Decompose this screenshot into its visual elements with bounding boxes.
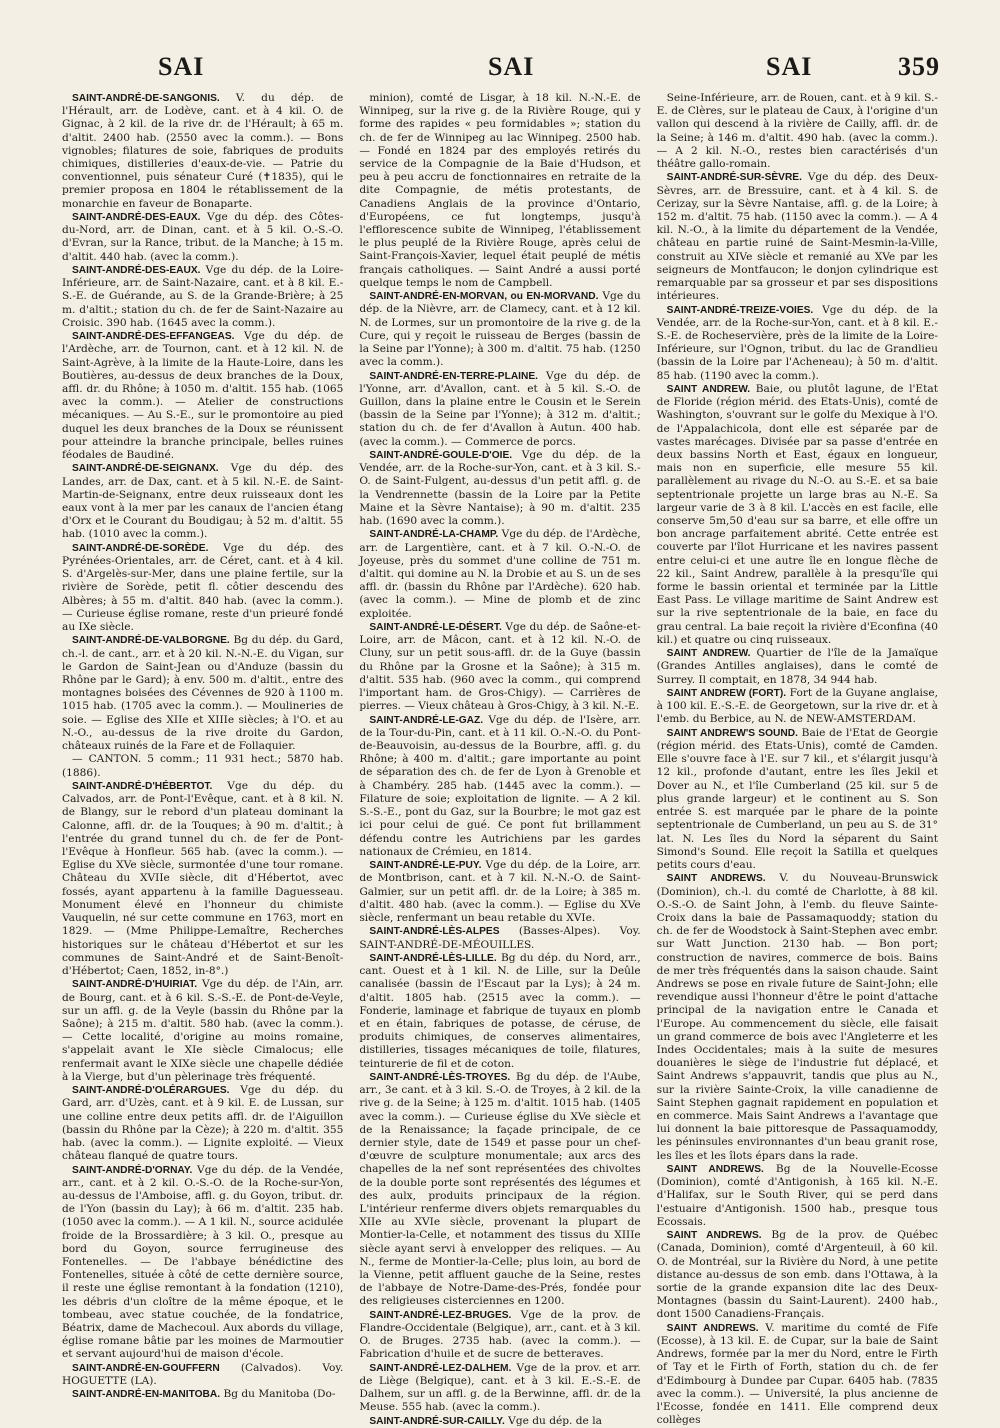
entry-text: Fort de la Guyane anglaise, à 100 kil. E.-S.-E. de Georgetown, sur la rive dr. et à l'emb. du Berbice, au N. de NEW-AMSTERDAM. <box>656 687 938 726</box>
entry-text: Bg du dép. du Nord, arr., cant. Ouest et à 1 kil. N. de Lille, sur la Deûle canalisée (bassin de l'Escaut par la Lys); à 24 m. d'altit. 1805 hab. (2515 avec la comm.). — Fonderie, laminage et fabrique de tuyaux en plomb et en étain, fabriques de potasse, de céruse, de produits chimiques, de conserves alimentaires, distilleries, tissages mécaniques de toile, filatures, teinturerie de fil et de coton. <box>359 951 641 1070</box>
dictionary-entry <box>657 1229 938 1321</box>
entry-text: Vge du dép. de l'Yonne, arr. d'Avallon, cant. et à 5 kil. S.-O. de Guillon, dans la plaine entre le Cousin et le Serein (bassin de la Seine par l'Yonne); à 312 m. d'altit.; station du ch. de fer d'Avallon à Autun. 400 hab. (avec la comm.). — Commerce de porcs. <box>359 369 641 448</box>
entry-headword: SAINT-ANDRÉ-EN-MORVAN, ou EN-MORVAND. <box>369 291 599 303</box>
entry-text: V. du dép. de l'Hérault, arr. de Lodève, cant. et à 4 kil. O. de Gignac, à 2 kil. de la rive dr. de l'Hérault; à 65 m. d'altit. 2400 hab. (2550 avec la comm.). — Bons vignobles; filatures de soie, fabriques de produits chimiques, distilleries d'eaux-de-vie. — Patrie du conventionnel, puis sénateur Curé (✝1835), qui le premier proposa en 1804 le rétablissement de la monarchie en faveur de Bonaparte. <box>62 92 344 210</box>
entry-headword: SAINT-ANDRÉ-DE-VALBORGNE. <box>72 635 230 647</box>
entry-headword: SAINT-ANDRÉ-LE-PUY. <box>369 860 482 872</box>
entry-text: Vge du dép. de l'Ardèche, arr. de Largentière, cant. et à 7 kil. O.-N.-O. de Joyeuse, près du sommet d'une colline de 751 m. d'altit. qui domine au N. la Drobie et au S. un de ses affl. dr. (bassin du Rhône par l'Ardèche). 620 hab. (avec la comm.). — Mine de plomb et de zinc exploitée. <box>359 528 641 620</box>
dictionary-entry <box>62 462 343 541</box>
entry-text: Vge du dép. de la Vendée, arr. de la Roche-sur-Yon, cant. et à 8 kil. E.-S.-E. de Rocheservière, près de la limite de la Loire-Inférieure, sur l'Ognon, tribut. du lac de Grandlieu (bassin de la Loire par l'Acheneau); à 50 m. d'altit. 85 hab. (1190 avec la comm.). <box>656 303 938 382</box>
text-columns <box>62 92 938 1427</box>
entry-headword: SAINT-ANDRÉ-LÈS-TROYES. <box>369 1071 511 1083</box>
entry-headword: SAINT-ANDRÉ-EN-GOUFFERN <box>72 1362 220 1374</box>
entry-headword: SAINT-ANDRÉ-LÈS-ALPES <box>369 926 500 938</box>
dictionary-entry <box>62 1164 343 1362</box>
entry-headword: SAINT ANDREWS. <box>666 1163 764 1175</box>
dictionary-entry <box>657 1322 938 1428</box>
entry-headword: SAINT-ANDRÉ-TREIZE-VOIES. <box>666 304 814 316</box>
entry-headword: SAINT ANDREW. <box>666 384 751 396</box>
dictionary-entry <box>657 1163 938 1229</box>
entry-text: Vge du dép. de la Vendée, arr. de la Roche-sur-Yon, cant. et à 3 kil. S.-O. de Saint-Fulgent, au-dessus d'un petit affl. g. de la Vendrennette (bassin de la Loire par la Petite Maine et la Sèvre Nantaise); à 90 m. d'altit. 235 hab. (1690 avec la comm.). <box>359 449 641 528</box>
entry-text: Vge du dép. de l'Isère, arr. de la Tour-du-Pin, cant. et à 11 kil. O.-N.-O. du Pont-de-Beauvoisin, au-dessus de la Bourbre, affl. g. du Rhône; à 400 m. d'altit.; gare importante au point de séparation des ch. de fer de Lyon à Grenoble et à Chambéry. 285 hab. (1445 avec la comm.). — Filature de soie; exploitation de lignite. — A 2 kil. S.-S.-E., pont du Gaz, sur la Bourbre; le mot gaz est ici pour celui de gué. Ce pont fut brillamment défendu contre les Autrichiens par les gardes nationaux de Crémieu, en 1814. <box>359 713 641 858</box>
dictionary-entry <box>657 872 938 1162</box>
entry-text: (Basses-Alpes). Voy. SAINT-ANDRÉ-DE-MÉOUILLES. <box>359 925 641 951</box>
dictionary-entry <box>359 92 640 290</box>
entry-text: Vge du dép. du Gard, arr. d'Uzès, cant. et à 9 kil. E. de Lussan, sur une colline entre deux petits affl. dr. de l'Aiguillon (bassin du Rhône par la Cèze); à 220 m. d'altit. 355 hab. (avec la comm.). — Lignite exploité. — Vieux château flanqué de quatre tours. <box>62 1084 344 1163</box>
entry-text: Bg de la prov. de Québec (Canada, Dominion), comté d'Argenteuil, à 60 kil. O. de Montréal, sur la Rivière du Nord, à une petite distance au-dessus de son emb. dans l'Ottawa, à la sortie de la grande expansion dite lac des Deux-Montagnes (bassin du Saint-Laurent). 2400 hab., dont 1500 Canadiens-Français. <box>656 1229 938 1321</box>
entry-headword: SAINT-ANDRÉ-D'OLÉRARGUES. <box>72 1085 230 1097</box>
entry-text: Baie, ou plutôt lagune, de l'Etat de Floride (région mérid. des Etats-Unis), comté de Washington, s'ouvrant sur le golfe du Mexique à l'O. de l'Appalachicola, dont elle est séparée par de vastes marécages. Divisée par sa passe d'entrée en deux bassins North et East, égaux en longueur, mais non en superficie, elle mesure 55 kil. parallèlement au rivage du N.-O. au S.-E. et sa baie septentrionale projette un large bras au N.-E. Sa largeur varie de 3 à 8 kil. L'accès en est facile, elle conserve 5m,50 d'eau sur sa barre, et elle offre un bon ancrage parfaitement abrité. Cette entrée est couverte par l'îlot Hurricane et les navires passent entre celui-ci et une autre île en longue flèche de 22 kil., Saint Andrew, parallèle à la presqu'île qui forme le bassin oriental et terminée par la Little East Pass. Le village maritime de Saint Andrew est sur la rive septentrionale de la baie, en face du grau central. La baie reçoit la rivière d'Econfina (40 kil.) et quatre ou cinq ruisseaux. <box>656 383 938 646</box>
dictionary-entry <box>62 978 343 1084</box>
header-center-word: SAI <box>488 52 535 81</box>
entry-headword: SAINT-ANDRÉ-LÈS-LILLE. <box>369 952 497 964</box>
dictionary-entry <box>62 211 343 264</box>
dictionary-entry <box>359 1415 640 1428</box>
dictionary-entry <box>62 264 343 330</box>
entry-text: Vge du dép. de la Vendée, arr., cant. et à 2 kil. O.-S.-O. de la Roche-sur-Yon, au-dessus de l'Amboise, affl. g. du Goyon, tribut. dr. de l'Yon (bassin du Lay); à 66 m. d'altit. 235 hab. (1050 avec la comm.). — A 1 kil. N., source acidulée froide de la Brossardière; à 3 kil. O., presque au bord du Goyon, source ferrugineuse des Fontenelles. — De l'abbaye bénédictine des Fontenelles, située à côté de cette dernière source, il reste une église remontant à la fondation (1210), les débris d'un cloître de la même époque, et le tombeau, avec statue couchée, de la fondatrice, Béatrix, dame de Machecoul. Aux abords du village, église romane bâtie par les moines de Marmoutier et servant aujourd'hui de maison d'école. <box>62 1163 344 1361</box>
dictionary-entry <box>657 383 938 647</box>
entry-text: Vge du dép. des Pyrénées-Orientales, arr. de Céret, cant. et à 4 kil. S. d'Argelès-sur-Mer, dans une plaine fertile, sur la rivière de Sorède, petit fl. côtier descendu des Albères; à 55 m. d'altit. 840 hab. (avec la comm.). — Curieuse église romane, reste d'un prieuré fondé au IXe siècle. <box>62 541 344 634</box>
entry-headword: SAINT-ANDRÉ-EN-MANITOBA. <box>72 1389 221 1401</box>
header-left-word: SAI <box>158 52 205 81</box>
entry-text: Vge du dép. de la Nièvre, arr. de Clamecy, cant. et à 12 kil. N. de Lormes, sur un promontoire de la rive g. de la Cure, qui y reçoit le ruisseau de Berges (bassin de la Seine par l'Yonne); à 300 m. d'altit. 75 hab. (1250 avec la comm.). <box>359 290 641 369</box>
entry-text: Vge du dép. de la <box>504 1414 602 1427</box>
entry-text: Baie de l'Etat de Georgie (région mérid. des Etats-Unis), comté de Camden. Elle s'ouvre face à l'E. sur 7 kil., et s'élargit jusqu'à 12 kil., profonde d'autant, entre les îles Jekil et Dover au N., et l'île Cumberland (25 kil. sur 5 de plus grande largeur) et le continent au S. Son entrée S. est marquée par le phare de la pointe septentrionale de Cumberland, un peu au S. de 31° lat. N. Les îles du Nord la séparent du Saint Simond's Sound. Elle reçoit la Satilla et quelques petits cours d'eau. <box>656 726 938 871</box>
entry-headword: SAINT-ANDRÉ-LEZ-BRUGES. <box>369 1309 512 1321</box>
entry-text: Seine-Inférieure, arr. de Rouen, cant. et à 9 kil. S.-E. de Clères, sur le plateau de Caux, à l'origine d'un vallon qui descend à la rivière de Cailly, affl. dr. de la Seine; à 146 m. d'altit. 490 hab. (avec la comm.). — A 2 kil. N.-O., restes bien caractérisés d'un théâtre gallo-romain. <box>656 92 938 171</box>
dictionary-entry <box>359 714 640 859</box>
entry-headword: SAINT-ANDRÉ-DE-SANGONIS. <box>72 93 220 104</box>
dictionary-entry <box>62 634 343 753</box>
dictionary-entry <box>359 925 640 951</box>
entry-text: Bg du dép. du Gard, ch.-l. de cant., arr. et à 20 kil. N.-N.-E. du Vigan, sur le Gardon de Saint-Jean ou d'Anduze (bassin du Rhône par le Gard); à env. 500 m. d'altit., entre des montagnes boisées des Cévennes de 920 à 1100 m. 1015 hab. (1705 avec la comm.). — Moulineries de soie. — Eglise des XIIe et XIIIe siècles; à l'O. et au N.-O., au-dessus de la rive droite du Gardon, châteaux ruinés de la Fare et de Follaquier. <box>62 634 344 753</box>
entry-text: Quartier de l'île de la Jamaïque (Grandes Antilles anglaises), dans le comté de Surrey. Il comptait, en 1878, 34 944 hab. <box>656 647 938 686</box>
running-header <box>60 52 940 92</box>
dictionary-entry <box>657 647 938 687</box>
entry-text: Vge du dép. des Landes, arr. de Dax, cant. et à 5 kil. N.-E. de Saint-Martin-de-Seignanx, entre deux ruisseaux dont les eaux vont à la mer par les canaux de l'ancien étang d'Orx et le Courant du Boudigau; à 52 m. d'altit. 55 hab. (1010 avec la comm.). <box>62 462 344 541</box>
entry-headword: SAINT ANDREW (FORT). <box>666 688 787 700</box>
dictionary-entry <box>359 859 640 925</box>
entry-headword: SAINT-ANDRÉ-SUR-SÈVRE. <box>666 172 802 184</box>
entry-text: Vge du dép. du Calvados, arr. de Pont-l'Evêque, cant. et à 8 kil. N. de Blangy, sur le rebord d'un plateau dominant la Calonne, affl. dr. de la Touques; à 90 m. d'altit.; à l'entrée du grand tunnel du ch. de fer de Pont-l'Evêque à Honfleur. 565 hab. (avec la comm.). — Eglise du XVe siècle, surmontée d'une tour romane. Château du XVIIe siècle, dit d'Hébertot, avec fossés, ayant appartenu à la famille Daguesseau. Monument élevé en l'honneur du chimiste Vauquelin, né sur cette commune en 1763, mort en 1829. — (Mme Philippe-Lemaître, Recherches historiques sur le château d'Hébertot et sur les communes de Saint-André et de Saint-Benoît-d'Hébertot; Caen, 1852, in-8°.) <box>62 780 344 977</box>
dictionary-entry <box>359 290 640 369</box>
entry-headword: SAINT-ANDRÉ-D'ORNAY. <box>72 1164 193 1176</box>
entry-headword: SAINT ANDREW'S SOUND. <box>666 727 798 739</box>
dictionary-entry <box>657 727 938 872</box>
entry-headword: SAINT ANDREWS. <box>666 1230 762 1242</box>
entry-text: Vge du dép. de l'Ardèche, arr. de Tournon, cant. et à 12 kil. N. de Saint-Agrève, à la limite de la Haute-Loire, dans les Boutières, au-dessus de deux branches de la Doux, affl. dr. du Rhône; à 1050 m. d'altit. 155 hab. (1065 avec la comm.). — Atelier de constructions mécaniques. — Au S.-E., sur le promontoire au pied duquel les deux branches de la Doux se réunissent pour atteindre la branche principale, belles ruines féodales de Baudiné. <box>62 330 344 462</box>
dictionary-entry <box>359 449 640 528</box>
dictionary-entry <box>657 304 938 383</box>
dictionary-entry <box>359 621 640 713</box>
entry-text: Vge de la prov. et arr. de Liège (Belgique), cant. et à 3 kil. E.-S.-E. de Dalhem, sur un affl. g. de la Berwinne, affl. dr. de la Meuse. 555 hab. (avec la comm.). <box>359 1361 641 1414</box>
entry-headword: SAINT-ANDRÉ-DES-EFFANGEAS. <box>72 331 235 343</box>
entry-headword: SAINT-ANDRÉ-SUR-CAILLY. <box>369 1415 505 1427</box>
entry-text: — CANTON. 5 comm.; 11 931 hect.; 5870 hab. (1886). <box>62 753 344 779</box>
dictionary-entry <box>359 528 640 620</box>
entry-headword: SAINT ANDREWS. <box>666 873 766 885</box>
entry-headword: SAINT-ANDRÉ-DE-SEIGNANX. <box>72 463 219 475</box>
dictionary-entry <box>359 370 640 449</box>
dictionary-entry <box>62 780 343 978</box>
entry-headword: SAINT-ANDRÉ-LE-GAZ. <box>369 714 484 726</box>
dictionary-entry <box>62 542 343 634</box>
entry-headword: SAINT-ANDRÉ-DE-SORÈDE. <box>72 542 209 554</box>
entry-headword: SAINT-ANDRÉ-DES-EAUX. <box>72 265 201 277</box>
entry-text: Vge du dép. des Côtes-du-Nord, arr. de Dinan, cant. et à 5 kil. O.-S.-O. d'Evran, sur la Rance, tribut. de la Manche; à 15 m. d'altit. 440 hab. (avec la comm.). <box>62 211 344 263</box>
entry-text: V. du Nouveau-Brunswick (Dominion), ch.-l. du comté de Charlotte, à 88 kil. O.-S.-O. de Saint John, à l'emb. du fleuve Sainte-Croix dans la baie de Passamaquoddy; station du ch. de fer de Woodstock à Saint-Stephen avec embr. sur Watt Junction. 2130 hab. — Bon port; construction de navires, commerce de bois. Bains de mer très fréquentés dans la saison chaude. Saint Andrews se pose en rivale future de Saint-John; elle revendique aussi l'honneur d'être le point d'attache principal de la navigation entre le Canada et l'Europe. Au commencement du siècle, elle faisait un grand commerce de bois avec l'Angleterre et les Indes Occidentales; mais à la suite de mesures douanières le siège de l'industrie fut déplacé, et Saint Andrews s'appauvrit, tandis que plus au N., sur la rivière Sainte-Croix, la ville canadienne de Saint Stephen gagnait rapidement en population et en commerce. Mais Saint Andrews a l'avantage que lui donnent la baie pittoresque de Passaquamoddy, les péninsules environnantes d'un beau granit rose, les îles et les îlots épars dans la rade. <box>656 872 938 1162</box>
entry-text: Bg du dép. de l'Aube, arr., 3e cant. et à 3 kil. S.-O. de Troyes, à 2 kil. de la rive g. de la Seine; à 125 m. d'altit. 1015 hab. (1405 avec la comm.). — Curieuse église du XVe siècle et de la Renaissance; la façade principale, de ce dernier style, date de 1549 et passe pour un chef-d'œuvre de sculpture monumentale; aux arcs des chapelles de la nef sont représentées des chivoltes de la double porte sont représentés des légumes et des aulx, produits principaux de la région. L'intérieur renferme divers objets remarquables du XIIe au XVIe siècle, provenant la plupart de Montier-la-Celle, et notamment des tissus du XIIIe siècle ayant servi à envelopper des reliques. — Au N., ferme de Montier-la-Celle; plus loin, au bord de la Vienne, petit affluent gauche de la Seine, restes de l'abbaye de Notre-Dame-des-Prés, fondée pour des religieuses cisterciennes en 1200. <box>359 1070 641 1308</box>
column-left <box>62 92 344 1401</box>
dictionary-entry <box>359 1362 640 1415</box>
entry-text: Bg du Manitoba (Do- <box>220 1388 336 1401</box>
dictionary-entry <box>657 687 938 727</box>
entry-headword: SAINT ANDREW. <box>666 648 751 660</box>
dictionary-entry <box>657 92 938 171</box>
dictionary-entry <box>62 92 343 211</box>
dictionary-entry <box>359 952 640 1071</box>
entry-headword: SAINT-ANDRÉ-DES-EAUX. <box>72 212 201 224</box>
entry-text: Vge du dép. de Saône-et-Loire, arr. de Mâcon, cant. et à 12 kil. N.-O. de Cluny, sur un petit sous-affl. dr. de la Guye (bassin du Rhône par la Grosne et la Saône); à 315 m. d'altit. 535 hab. (960 avec la comm., qui comprend l'important ham. de Gros-Chigy). — Carrières de pierres. — Vieux château à Gros-Chigy, à 3 kil. N.-E. <box>359 621 641 713</box>
entry-headword: SAINT-ANDRÉ-D'HUIRIAT. <box>72 979 198 991</box>
entry-text: Vge de la prov. de Flandre-Occidentale (Belgique), arr., cant. et à 3 kil. O. de Bruges. 2735 hab. (avec la comm.). — Fabrication d'huile et de sucre de betteraves. <box>359 1308 641 1361</box>
entry-text: V. maritime du comté de Fife (Ecosse), à 13 kil. E. de Cupar, sur la baie de Saint Andrews, formée par la mer du Nord, entre le Firth of Tay et le Firth of Forth, station du ch. de fer d'Edimbourg à Dundee par Cupar. 6405 hab. (7835 avec la comm.). — Université, la plus ancienne de l'Ecosse, fondée en 1411. Elle comprend deux collèges <box>656 1321 938 1427</box>
entry-text: Vge du dép. de l'Ain, arr. de Bourg, cant. et à 6 kil. S.-S.-E. de Pont-de-Veyle, sur un affl. g. de la Veyle (bassin du Rhône par la Saône); à 215 m. d'altit. 580 hab. (avec la comm.). — Cette localité, d'origine au moins romaine, s'appelait avant le XIe siècle Cimalocus; elle renfermait avant le XIXe siècle une chapelle dédiée à la Vierge, but d'un pèlerinage très fréquenté. <box>62 978 344 1083</box>
entry-headword: SAINT-ANDRÉ-LA-CHAMP. <box>369 529 499 541</box>
dictionary-entry <box>62 753 343 779</box>
entry-text: Bg de la Nouvelle-Ecosse (Dominion), comté d'Antigonish, à 165 kil. N.-E. d'Halifax, sur le South River, qui se perd dans l'estuaire d'Antigonish. 1500 hab., presque tous Ecossais. <box>656 1162 938 1228</box>
entry-headword: SAINT-ANDRÉ-EN-TERRE-PLAINE. <box>369 370 538 382</box>
entry-text: (Calvados). Voy. HOGUETTE (LA). <box>62 1361 344 1387</box>
dictionary-entry <box>62 1388 343 1401</box>
dictionary-entry <box>62 1084 343 1163</box>
header-right-word: SAI <box>766 52 813 81</box>
dictionary-entry <box>62 1362 343 1388</box>
entry-text: Vge du dép. de la Loire, arr. de Montbrison, cant. et à 7 kil. N.-N.-O. de Saint-Galmier, sur un petit affl. dr. de la Loire; à 385 m. d'altit. 480 hab. (avec la comm.). — Eglise du XVe siècle, renfermant un beau retable du XVIe. <box>359 859 641 924</box>
column-right <box>656 92 938 1427</box>
dictionary-entry <box>62 330 343 462</box>
entry-text: Vge du dép. de la Loire-Inférieure, arr. de Saint-Nazaire, cant. et à 8 kil. E.-S.-E. de Guérande, au S. de la Grande-Brière; à 25 m. d'altit.; station du ch. de fer de Saint-Nazaire au Croisic. 390 hab. (1645 avec la comm.). <box>62 264 344 329</box>
entry-headword: SAINT-ANDRÉ-LEZ-DALHEM. <box>369 1362 512 1374</box>
entry-text: Vge du dép. des Deux-Sèvres, arr. de Bressuire, cant. et à 4 kil. S. de Cerizay, sur la Sèvre Nantaise, affl. g. de la Loire; à 152 m. d'altit. 75 hab. (1150 avec la comm.). — A 4 kil. N.-O., à la limite du département de la Vendée, château en partie ruiné de Saint-Mesmin-la-Ville, construit au XIVe siècle et remanié au XVe par les seigneurs de Montfaucon; le donjon cylindrique est remarquable par sa grosseur et par ses dispositions intérieures. <box>656 171 938 303</box>
dictionary-entry <box>359 1071 640 1309</box>
page-number: 359 <box>898 52 940 81</box>
dictionary-entry <box>359 1309 640 1362</box>
entry-headword: SAINT-ANDRÉ-LE-DÉSERT. <box>369 622 502 634</box>
entry-headword: SAINT-ANDRÉ-GOULE-D'OIE. <box>369 450 513 462</box>
column-middle <box>359 92 641 1427</box>
entry-text: minion), comté de Lisgar, à 18 kil. N.-N.-E. de Winnipeg, sur la rive g. de la Rivière Rouge, qui y forme des rapides « peu formidables »; station du ch. de fer de Winnipeg au lac Winnipeg. 2500 hab. — Fondé en 1824 par des employés retirés du service de la Compagnie de la Baie d'Hudson, et peu à peu accru de fonctionnaires en retraite de la dite Compagnie, de métis protestants, de Canadiens Anglais de la province d'Ontario, d'Européens, ce fut longtemps, jusqu'à l'efflorescence subite de Winnipeg, l'établissement le plus peuplé de la Rivière Rouge, après celui de Saint-François-Xavier, lequel était peuplé de métis français catholiques. — Saint André a aussi porté quelque temps le nom de Campbell. <box>359 92 641 289</box>
entry-headword: SAINT-ANDRÉ-D'HÉBERTOT. <box>72 781 213 793</box>
dictionary-entry <box>657 171 938 303</box>
entry-headword: SAINT ANDREWS. <box>666 1322 759 1334</box>
